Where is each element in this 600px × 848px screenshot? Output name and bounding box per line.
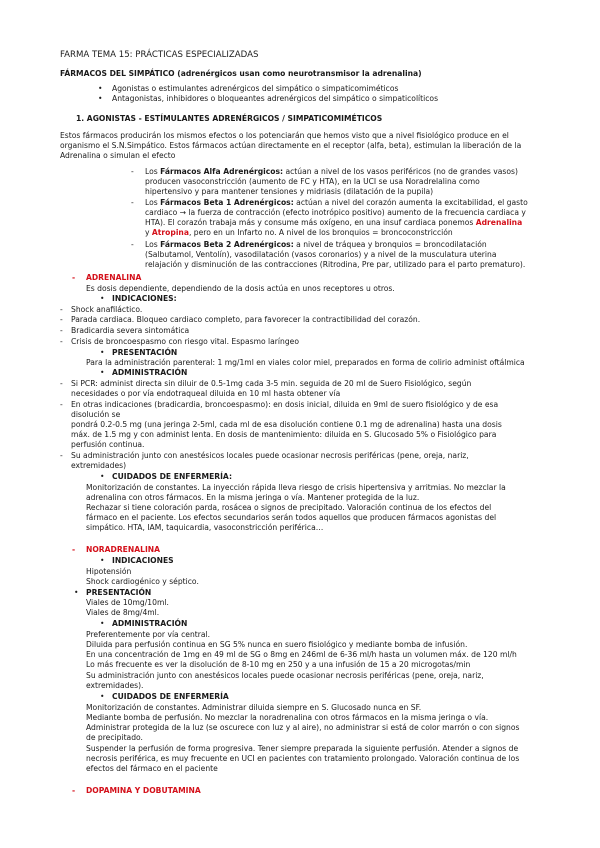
subheading-administracion: ADMINISTRACIÓN: [112, 619, 188, 628]
paragraph-line: Su administración junto con anestésicos locales puede ocasionar necrosis periféricas (pene, oreja, nariz,: [86, 671, 484, 680]
list-item: Agonistas o estimulantes adrenérgicos del simpático o simpaticomiméticos: [112, 84, 399, 93]
drug-heading-adrenalina: ADRENALINA: [86, 273, 142, 282]
paragraph-line: Monitorización de constantes. Administrar diluida siempre en S. Glucosado nunca en SF.: [86, 703, 422, 712]
paragraph-line: cardiaco → la fuerza de contracción (efecto inotrópico positivo) aumento de la frecuencia cardiaca y: [145, 208, 526, 217]
dash-icon: -: [60, 400, 63, 409]
paragraph-line: organismo el S.N.Simpático. Estos fármacos actúan directamente en el receptor (alfa, beta), estimulan la liberación de la: [60, 141, 522, 150]
dash-icon: -: [60, 451, 63, 460]
list-item: Antagonistas, inhibidores o bloqueantes adrenérgicos del simpático o simpaticolíticos: [112, 94, 439, 103]
bullet-icon: •: [100, 556, 105, 565]
subheading-administracion: ADMINISTRACIÓN: [112, 368, 188, 377]
list-item: Hipotensión: [86, 567, 132, 576]
bullet-icon: •: [100, 472, 105, 481]
paragraph-line: Su administración junto con anestésicos locales puede ocasionar necrosis periféricas (pene, oreja, nariz,: [71, 451, 469, 460]
paragraph-line: Monitorización de constantes. La inyección rápida lleva riesgo de crisis hipertensiva y arritmias. No mezclar la: [86, 483, 506, 492]
paragraph-line: Para la administración parenteral: 1 mg/1ml en viales color miel, preparados en forma de colirio administ oftálmica: [86, 358, 525, 367]
dash-icon: -: [72, 545, 76, 554]
paragraph-line: y Atropina, pero en un Infarto no. A nivel de los bronquios = broncoconstricción: [145, 228, 453, 237]
paragraph-line: relajación y disminución de las contracciones (Ritrodina, Pre par, utilizado para el parto prematuro).: [145, 260, 526, 269]
paragraph-line: extremidades): [71, 461, 127, 470]
bullet-icon: •: [98, 94, 103, 103]
paragraph-line: perfusión continua.: [71, 440, 145, 449]
paragraph-line: Si PCR: administ directa sin diluir de 0.5-1mg cada 3-5 min. seguida de 20 ml de Suero Fisiológico, según: [71, 379, 472, 388]
section-subtitle: FÁRMACOS DEL SIMPÁTICO (adrenérgicos usan como neurotransmisor la adrenalina): [60, 69, 422, 78]
receptor-alfa: Los Fármacos Alfa Adrenérgicos: actúan a nivel de los vasos periféricos (no de grandes vasos): [145, 167, 518, 176]
paragraph-line: Mediante bomba de perfusión. No mezclar la noradrenalina con otros fármacos en la misma jeringa o vía.: [86, 713, 489, 722]
paragraph-line: de precipitado.: [86, 733, 143, 742]
paragraph-line: Diluida para perfusión continua en SG 5% nunca en suero fisiológico y mediante bomba de infusión.: [86, 640, 468, 649]
dash-icon: -: [60, 305, 63, 314]
dash-icon: -: [72, 273, 76, 282]
paragraph-line: HTA). El corazón trabaja más y consume más oxígeno, en una insuf cardiaca ponemos Adrenalina: [145, 218, 523, 227]
bullet-icon: •: [100, 368, 105, 377]
dash-icon: -: [131, 240, 134, 249]
list-item: Shock cardiogénico y séptico.: [86, 577, 199, 586]
paragraph-line: producen vasoconstricción (aumento de FC y HTA), en la UCI se usa Noradrelalina como: [145, 177, 480, 186]
receptor-beta2: Los Fármacos Beta 2 Adrenérgicos: a nivel de tráquea y bronquios = broncodilatación: [145, 240, 487, 249]
paragraph-line: pondrá 0.2-0.5 mg (una jeringa 2-5ml, cada ml de esa disolución contiene 0.1 mg de adrenalina) hasta una dosis: [71, 420, 502, 429]
subheading-indicaciones: INDICACIONES: [112, 556, 174, 565]
paragraph-line: Adrenalina o simulan el efecto: [60, 151, 176, 160]
list-item: Parada cardiaca. Bloqueo cardiaco completo, para favorecer la contractibilidad del corazón.: [71, 315, 421, 324]
paragraph-line: Preferentemente por vía central.: [86, 630, 211, 639]
bullet-icon: •: [100, 692, 105, 701]
paragraph-line: hipertensivo y para mantener tensiones y midriasis (dilatación de la pupila): [145, 187, 434, 196]
paragraph-line: máx. de 1.5 mg y con administ lenta. En dosis de mantenimiento: diluida en S. Glucosado 5% o Fisiológico para: [71, 430, 497, 439]
drug-heading-dopamina: DOPAMINA Y DOBUTAMINA: [86, 786, 201, 795]
paragraph-line: necrosis periférica, es muy frecuente en UCI en pacientes con tratamiento prolongado. Valoración continua de los: [86, 754, 520, 763]
subheading-presentacion: PRESENTACIÓN: [112, 348, 178, 357]
subheading-cuidados: CUIDADOS DE ENFERMERÍA: [112, 692, 229, 701]
list-item: Bradicardia severa sintomática: [71, 326, 190, 335]
list-item: Crisis de broncoespasmo con riesgo vital. Espasmo laríngeo: [71, 337, 299, 346]
bullet-icon: •: [74, 588, 79, 597]
dash-icon: -: [60, 326, 63, 335]
dash-icon: -: [72, 786, 76, 795]
bullet-icon: •: [100, 619, 105, 628]
drug-heading-noradrenalina: NORADRENALINA: [86, 545, 161, 554]
list-item: Viales de 10mg/10ml.: [86, 598, 169, 607]
dash-icon: -: [131, 198, 134, 207]
paragraph-line: Lo más frecuente es ver la disolución de 8-10 mg en 250 y a una infusión de 15 a 20 microgotas/min: [86, 660, 471, 669]
paragraph-line: necesidades o por vía endotraqueal diluida en 10 ml hasta obtener vía: [71, 389, 341, 398]
paragraph-line: disolución se: [71, 410, 121, 419]
list-item: Viales de 8mg/4ml.: [86, 608, 160, 617]
bullet-icon: •: [100, 294, 105, 303]
subheading-presentacion: PRESENTACIÓN: [86, 588, 152, 597]
bullet-icon: •: [100, 348, 105, 357]
paragraph-line: Estos fármacos producirán los mismos efectos o los potenciarán que hemos visto que a nivel fisiológico produce en el: [60, 131, 509, 140]
dash-icon: -: [60, 337, 63, 346]
paragraph-line: efectos del fármaco en el paciente: [86, 764, 218, 773]
dash-icon: -: [131, 167, 134, 176]
paragraph-line: Rechazar si tiene coloración parda, rosácea o signos de precipitado. Valoración continua de los efectos del: [86, 503, 492, 512]
bullet-icon: •: [98, 84, 103, 93]
list-item: Shock anafiláctico.: [71, 305, 143, 314]
paragraph-line: Administrar protegida de la luz (se oscurece con luz y al aire), no administrar si está de color marrón o con signos: [86, 723, 520, 732]
paragraph-line: (Salbutamol, Ventolín), vasodilatación (vasos coronarios) y a nivel de la musculatura uterina: [145, 250, 497, 259]
paragraph-line: simpático. HTA, IAM, taquicardia, vasoconstricción periférica…: [86, 523, 324, 532]
paragraph-line: En una concentración de 1mg en 49 ml de SG o 8mg en 246ml de 6-36 ml/h hasta un volumen máx. de 120 ml/h: [86, 650, 517, 659]
paragraph-line: extremidades).: [86, 681, 144, 690]
receptor-beta1: Los Fármacos Beta 1 Adrenérgicos: actúan a nivel del corazón aumenta la excitabilidad, el gasto: [145, 198, 528, 207]
subheading-cuidados: CUIDADOS DE ENFERMERÍA:: [112, 472, 232, 481]
dash-icon: -: [60, 379, 63, 388]
paragraph-line: En otras indicaciones (bradicardia, broncoespasmo): en dosis inicial, diluida en 9ml de suero fisiológico y de esa: [71, 400, 499, 409]
dash-icon: -: [60, 315, 63, 324]
page-title: FARMA TEMA 15: PRÁCTICAS ESPECIALIZADAS: [60, 50, 259, 60]
paragraph-line: Es dosis dependiente, dependiendo de la dosis actúa en unos receptores u otros.: [86, 284, 395, 293]
subheading-indicaciones: INDICACIONES:: [112, 294, 177, 303]
section-heading: 1. AGONISTAS - ESTÍMULANTES ADRENÉRGICOS / SIMPATICOMIMÉTICOS: [76, 114, 383, 123]
paragraph-line: adrenalina con otros fármacos. En la misma jeringa o vía. Mantener protegida de la luz.: [86, 493, 420, 502]
paragraph-line: fármaco en el paciente. Los efectos secundarios serán todos aquellos que producen fármacos agonistas del: [86, 513, 497, 522]
paragraph-line: Suspender la perfusión de forma progresiva. Tener siempre preparada la siguiente perfusión. Atender a signos de: [86, 744, 519, 753]
